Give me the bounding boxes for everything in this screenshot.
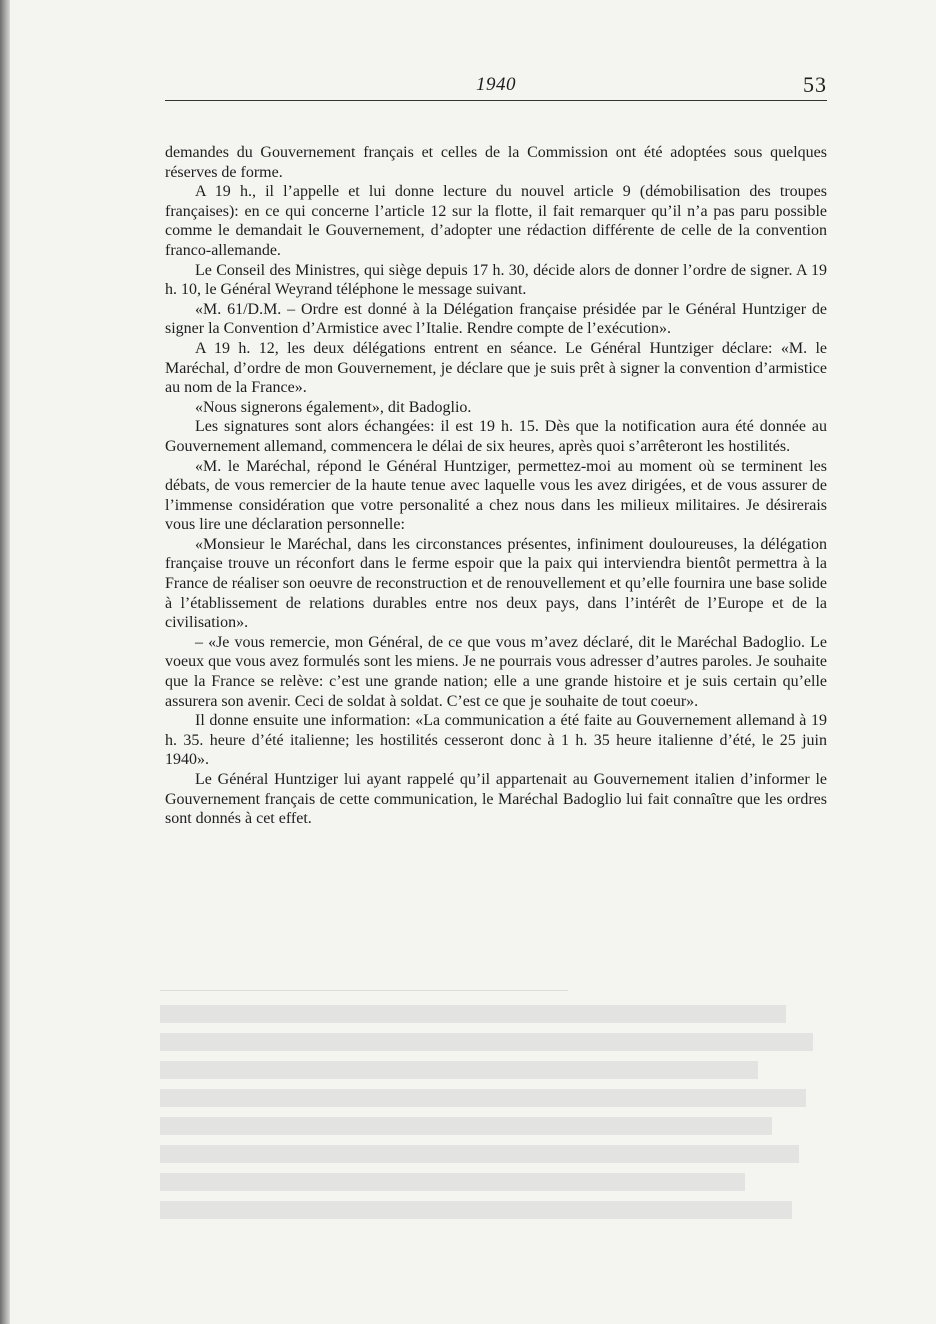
paragraph: A 19 h., il l’appelle et lui donne lecture du nouvel article 9 (démobilisation des troupes françaises): en ce qui concerne l’article 12 sur la flotte, il fait remarquer qu’il n’a pas paru possible comme le demandait le Gouvernement, d’adopter une rédaction différente de celle de la convention franco-allemande. [165,183,827,259]
paragraph: demandes du Gouvernement français et celles de la Commission ont été adoptées sous quelques réserves de forme. [165,144,827,181]
paragraph: «M. le Maréchal, répond le Général Huntziger, permettez-moi au moment où se terminent les débats, de vous remercier de la haute tenue avec laquelle vous les avez dirigées, et de vous assurer de l’immense considération que votre personalité a chez nous dans les milieux militaires. Je désirerais vous lire une déclaration personnelle: [165,457,827,534]
paragraph: A 19 h. 12, les deux délégations entrent en séance. Le Général Huntziger déclare: «M. le Maréchal, d’ordre de mon Gouvernement, je déclare que je suis prêt à signer la convention d’armistice au nom de la France». [165,339,827,397]
body-text [165,143,827,829]
paragraph: Le Conseil des Ministres, qui siège depuis 17 h. 30, décide alors de donner l’ordre de signer. A 19 h. 10, le Général Weyrand téléphone le message suivant. [165,261,827,299]
paragraph: Le Général Huntziger lui ayant rappelé qu’il appartenait au Gouvernement italien d’informer le Gouvernement français de cette communication, le Maréchal Badoglio lui fait connaître que les ordres sont donnés à cet effet. [165,771,827,828]
paragraph: – «Je vous remercie, mon Général, de ce que vous m’avez déclaré, dit le Maréchal Badoglio. Le voeux que vous avez formulés sont les miens. Je ne pourrais vous adresser d’autres paroles. Je souhaite que la France se relève: c’est une grande nation; elle a une grande histoire et je suis certain qu’elle assurera son avenir. Ceci de soldat à soldat. C’est ce que je souhaite de tout coeur». [165,633,827,710]
page-binding-edge [0,0,10,1324]
paragraph: «Monsieur le Maréchal, dans les circonstances présentes, infiniment douloureuses, la délégation française trouve un réconfort dans le ferme espoir que la paix qui interviendra bientôt permettra à la France de réaliser son oeuvre de reconstruction et de renouvellement et qu’elle fournira une base solide à l’établissement de relations durables entre nos deux pays, dans l’intérêt de l’Europe et de la civilisation». [165,535,827,632]
show-through-text [160,960,840,1229]
running-head-year: 1940 [476,74,516,95]
paragraph: «Nous signerons également», dit Badoglio. [195,398,472,416]
paragraph: «M. 61/D.M. – Ordre est donné à la Délégation française présidée par le Général Huntziger de signer la Convention d’Armistice avec l’Italie. Rendre compte de l’exécution». [165,300,827,338]
paragraph: Les signatures sont alors échangées: il est 19 h. 15. Dès que la notification aura été donnée au Gouvernement allemand, commencera le délai de six heures, après quoi s’arrêteront les hostilités. [165,418,827,455]
page-number: 53 [803,72,827,97]
paragraph: Il donne ensuite une information: «La communication a été faite au Gouvernement allemand à 19 h. 35. heure d’été italienne; les hostilités cesseront donc à 1 h. 35 heure italienne d’été, le 25 juin 1940». [165,712,827,769]
running-head [165,74,827,101]
